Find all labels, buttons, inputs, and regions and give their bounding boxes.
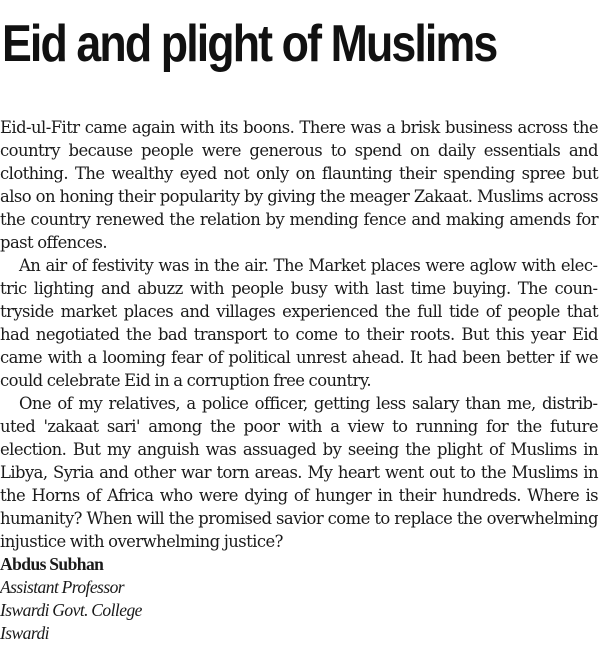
paragraph-2: An air of festivity was in the air. The Market places were aglow with electric lighting and abuzz with people busy with last time buying. The countryside market places and villages experienced the full tide of people that had negotiated the bad transport to come to their roots. But this year Eid came with a looming fear of political unrest ahead. It had been better if we could celebrate Eid in a corruption free country. <box>0 256 598 390</box>
paragraph-1: Eid-ul-Fitr came again with its boons. There was a brisk business across the country because people were generous to spend on daily essentials and clothing. The wealthy eyed not only on flaunting their spending spree but also on honing their popularity by giving the meager Zakaat. Muslims across the country renewed the relation by mending fence and making amends for past offences. <box>0 118 598 252</box>
author-title: Assistant Professor <box>0 577 125 597</box>
author-institution: Iswardi Govt. College <box>0 600 142 620</box>
letter-body <box>0 116 598 645</box>
author-place: Iswardi <box>0 623 49 643</box>
paragraph-3: One of my relatives, a police officer, getting less salary than me, distributed 'zakaat sari' among the poor with a view to running for the future election. But my anguish was assuaged by seeing the plight of Muslims in Libya, Syria and other war torn areas. My heart went out to the Muslims in the Horns of Africa who were dying of hunger in their hundreds. Where is humanity? When will the promised savior come to replace the overwhelming injustice with overwhelming justice? <box>0 394 598 551</box>
author-name: Abdus Subhan <box>0 554 104 574</box>
signature-block <box>0 553 598 645</box>
headline: Eid and plight of Muslims <box>2 15 497 73</box>
